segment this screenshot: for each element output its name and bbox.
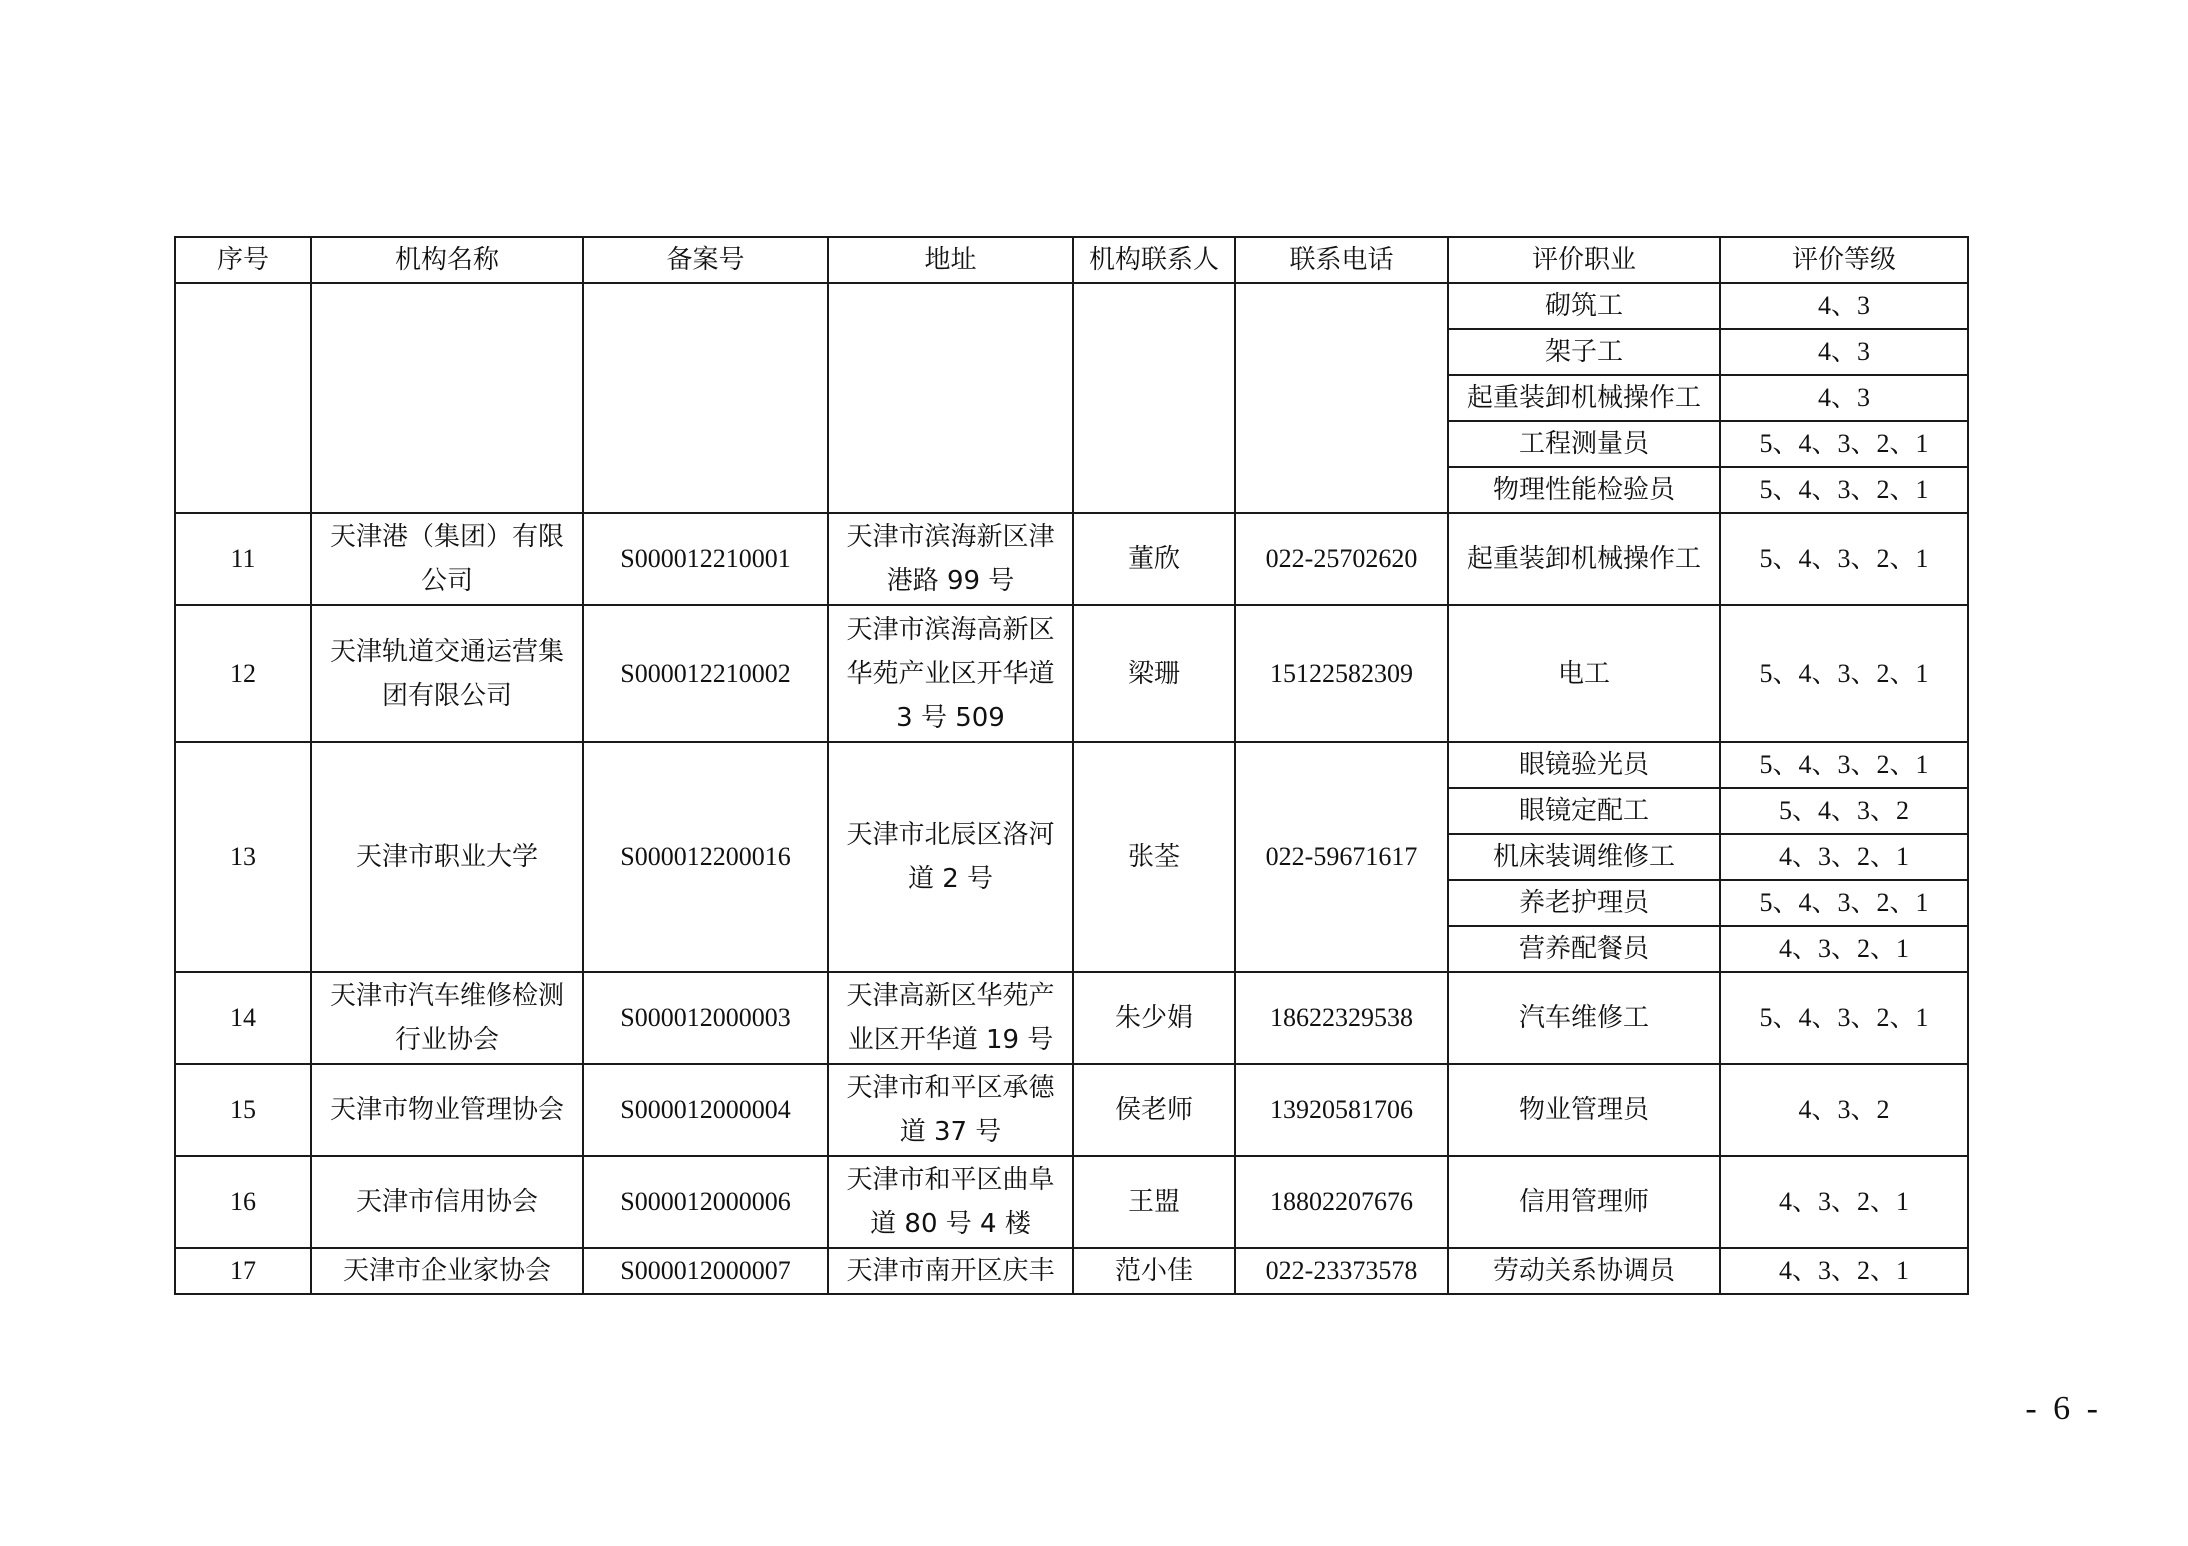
org-name-cell: 天津轨道交通运营集团有限公司 [311,605,583,742]
contact-cell: 王盟 [1073,1156,1235,1248]
phone-cell: 18622329538 [1235,972,1448,1064]
level-cell: 4、3、2、1 [1720,834,1968,880]
header-cell: 序号 [175,237,311,283]
level-cell: 4、3、2、1 [1720,1248,1968,1294]
reg-number-cell: S000012000007 [583,1248,828,1294]
org-name-cell: 天津港（集团）有限公司 [311,513,583,605]
org-name-cell: 天津市企业家协会 [311,1248,583,1294]
level-cell: 5、4、3、2、1 [1720,513,1968,605]
address-cell: 天津市南开区庆丰 [828,1248,1073,1294]
serial-cell: 12 [175,605,311,742]
occupation-cell: 电工 [1448,605,1720,742]
reg-number-cell: S000012210001 [583,513,828,605]
serial-cell: 16 [175,1156,311,1248]
occupation-cell: 眼镜验光员 [1448,742,1720,788]
occupation-cell: 架子工 [1448,329,1720,375]
serial-cell: 13 [175,742,311,972]
header-cell: 备案号 [583,237,828,283]
address-cell: 天津市和平区承德道 37 号 [828,1064,1073,1156]
header-cell: 地址 [828,237,1073,283]
level-cell: 4、3 [1720,329,1968,375]
address-cell: 天津市滨海新区津港路 99 号 [828,513,1073,605]
table-row [175,513,1968,605]
serial-cell: 14 [175,972,311,1064]
phone-cell: 022-23373578 [1235,1248,1448,1294]
occupation-cell: 物业管理员 [1448,1064,1720,1156]
occupation-cell: 营养配餐员 [1448,926,1720,972]
empty-cell [1073,283,1235,513]
occupation-cell: 物理性能检验员 [1448,467,1720,513]
table-row [175,1156,1968,1248]
level-cell: 5、4、3、2、1 [1720,605,1968,742]
level-cell: 4、3 [1720,283,1968,329]
phone-cell: 18802207676 [1235,1156,1448,1248]
table-row [175,605,1968,742]
institution-table [174,236,1969,1295]
address-cell: 天津高新区华苑产业区开华道 19 号 [828,972,1073,1064]
occupation-cell: 工程测量员 [1448,421,1720,467]
org-name-cell: 天津市职业大学 [311,742,583,972]
table-row [175,972,1968,1064]
table-row [175,1064,1968,1156]
page-number: - 6 - [2025,1390,2102,1427]
table-row [175,742,1968,788]
serial-cell: 15 [175,1064,311,1156]
occupation-cell: 起重装卸机械操作工 [1448,375,1720,421]
level-cell: 4、3、2、1 [1720,926,1968,972]
level-cell: 4、3 [1720,375,1968,421]
level-cell: 5、4、3、2、1 [1720,467,1968,513]
reg-number-cell: S000012200016 [583,742,828,972]
phone-cell: 13920581706 [1235,1064,1448,1156]
table-row [175,283,1968,329]
org-name-cell: 天津市物业管理协会 [311,1064,583,1156]
serial-cell: 17 [175,1248,311,1294]
phone-cell: 022-25702620 [1235,513,1448,605]
level-cell: 4、3、2 [1720,1064,1968,1156]
empty-cell [828,283,1073,513]
header-cell: 机构联系人 [1073,237,1235,283]
address-cell: 天津市滨海高新区华苑产业区开华道 3 号 509 [828,605,1073,742]
reg-number-cell: S000012000004 [583,1064,828,1156]
header-cell: 联系电话 [1235,237,1448,283]
table-header-row [175,237,1968,283]
phone-cell: 15122582309 [1235,605,1448,742]
level-cell: 5、4、3、2、1 [1720,421,1968,467]
level-cell: 5、4、3、2、1 [1720,972,1968,1064]
occupation-cell: 机床装调维修工 [1448,834,1720,880]
phone-cell: 022-59671617 [1235,742,1448,972]
header-cell: 评价等级 [1720,237,1968,283]
empty-cell [311,283,583,513]
contact-cell: 范小佳 [1073,1248,1235,1294]
contact-cell: 董欣 [1073,513,1235,605]
level-cell: 4、3、2、1 [1720,1156,1968,1248]
occupation-cell: 劳动关系协调员 [1448,1248,1720,1294]
address-cell: 天津市北辰区洛河道 2 号 [828,742,1073,972]
reg-number-cell: S000012210002 [583,605,828,742]
header-cell: 机构名称 [311,237,583,283]
contact-cell: 张荃 [1073,742,1235,972]
contact-cell: 梁珊 [1073,605,1235,742]
address-cell: 天津市和平区曲阜道 80 号 4 楼 [828,1156,1073,1248]
table-row [175,1248,1968,1294]
contact-cell: 朱少娟 [1073,972,1235,1064]
level-cell: 5、4、3、2、1 [1720,880,1968,926]
empty-cell [1235,283,1448,513]
level-cell: 5、4、3、2 [1720,788,1968,834]
org-name-cell: 天津市信用协会 [311,1156,583,1248]
empty-cell [583,283,828,513]
org-name-cell: 天津市汽车维修检测行业协会 [311,972,583,1064]
reg-number-cell: S000012000006 [583,1156,828,1248]
occupation-cell: 砌筑工 [1448,283,1720,329]
occupation-cell: 起重装卸机械操作工 [1448,513,1720,605]
contact-cell: 侯老师 [1073,1064,1235,1156]
occupation-cell: 信用管理师 [1448,1156,1720,1248]
occupation-cell: 养老护理员 [1448,880,1720,926]
level-cell: 5、4、3、2、1 [1720,742,1968,788]
reg-number-cell: S000012000003 [583,972,828,1064]
occupation-cell: 汽车维修工 [1448,972,1720,1064]
serial-cell: 11 [175,513,311,605]
empty-cell [175,283,311,513]
occupation-cell: 眼镜定配工 [1448,788,1720,834]
header-cell: 评价职业 [1448,237,1720,283]
